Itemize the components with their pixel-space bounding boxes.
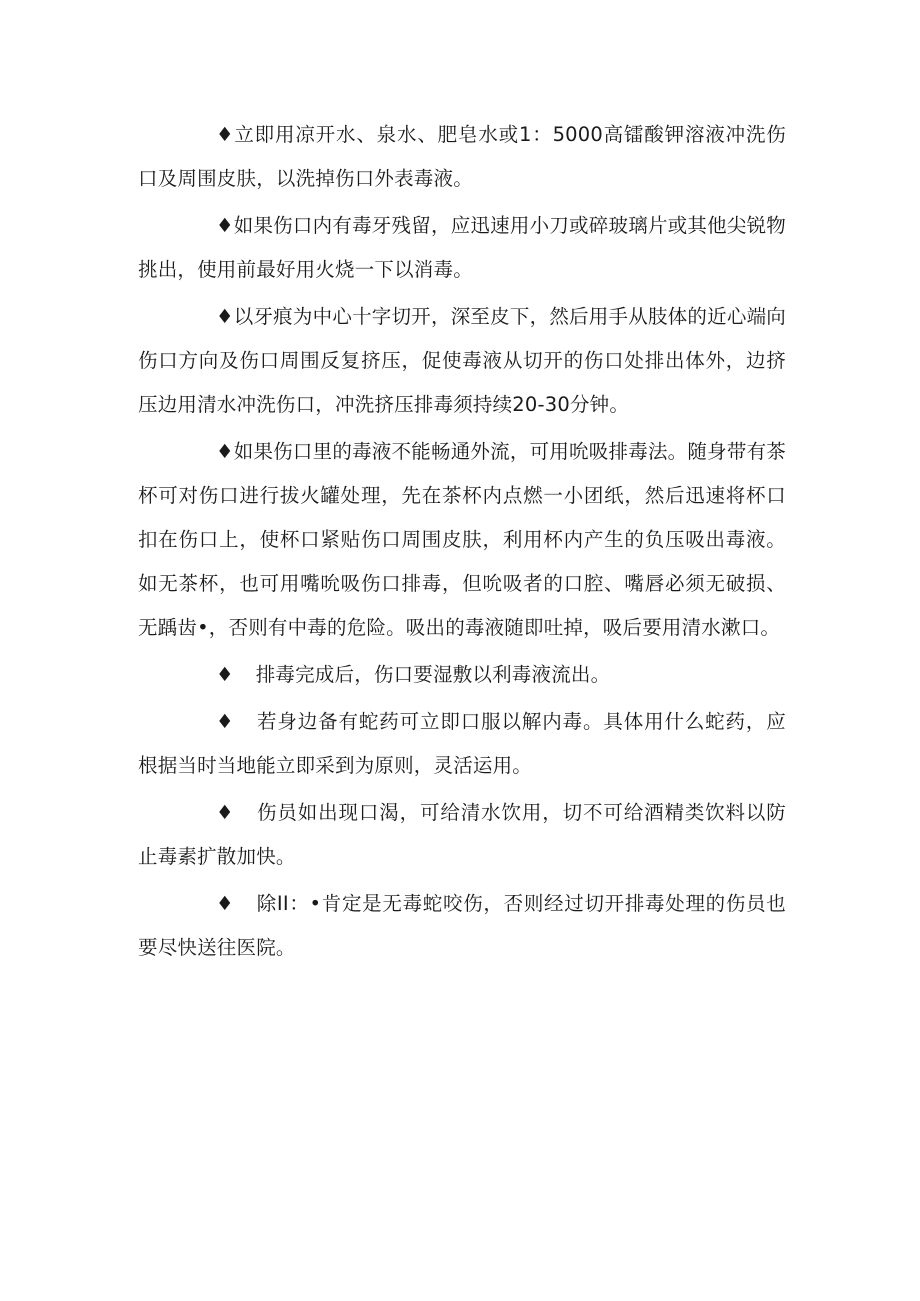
paragraph-text: 如果伤口内有毒牙残留，应迅速用小刀或碎玻璃片或其他尖锐物挑出，使用前最好用火烧一下以消毒。	[138, 214, 786, 281]
document-body	[138, 113, 786, 973]
paragraph-text: 若身边备有蛇药可立即口服以解内毒。具体用什么蛇药，应根据当时当地能立即采到为原则，灵活运用。	[138, 710, 786, 777]
bullet-diamond-icon: ♦	[216, 440, 234, 463]
bullet-diamond-icon: ♦	[216, 214, 234, 237]
paragraph-text: 立即用凉开水、泉水、肥皂水或1：5000高镭酸钾溶液冲洗伤口及周围皮肤，以洗掉伤口外表毒液。	[138, 123, 786, 190]
bullet-diamond-icon: ♦	[216, 710, 235, 733]
bullet-diamond-icon: ♦	[216, 305, 234, 328]
bullet-diamond-icon: ♦	[216, 123, 235, 146]
paragraph-text: 除II：•肯定是无毒蛇咬伤，否则经过切开排毒处理的伤员也要尽快送往医院。	[138, 892, 787, 959]
paragraph-text: 排毒完成后，伤口要湿敷以利毒液流出。	[255, 663, 611, 686]
paragraph-text: 以牙痕为中心十字切开，深至皮下，然后用手从肢体的近心端向伤口方向及伤口周围反复挤压，促使毒液从切开的伤口处排出体外，边挤压边用清水冲洗伤口，冲洗挤压排毒须持续20-30分钟。	[138, 305, 786, 416]
bullet-diamond-icon: ♦	[216, 663, 234, 686]
paragraph-text: 如果伤口里的毒液不能畅通外流，可用吮吸排毒法。随身带有茶杯可对伤口进行拔火罐处理，先在茶杯内点燃一小团纸，然后迅速将杯口扣在伤口上，使杯口紧贴伤口周围皮肤，利用杯内产生的负压吸出毒液。如无茶杯，也可用嘴吮吸伤口排毒，但吮吸者的口腔、嘴唇必须无破损、无踽齿•，否则有中毒的危险。吸出的毒液随即吐掉，吸后要用清水漱口。	[138, 440, 786, 639]
paragraph-suction	[138, 430, 786, 650]
paragraph-wash-wound	[138, 113, 786, 201]
bullet-diamond-icon: ♦	[216, 892, 235, 915]
paragraph-text: 伤员如出现口渴，可给清水饮用，切不可给酒精类饮料以防止毒素扩散加快。	[138, 801, 786, 868]
paragraph-remove-fang	[138, 204, 786, 292]
paragraph-wet-compress	[138, 653, 786, 697]
paragraph-snake-medicine	[138, 700, 786, 788]
paragraph-thirst	[138, 791, 786, 879]
bullet-diamond-icon: ♦	[216, 801, 235, 824]
paragraph-incision-squeeze	[138, 295, 786, 427]
paragraph-hospital	[138, 882, 786, 970]
